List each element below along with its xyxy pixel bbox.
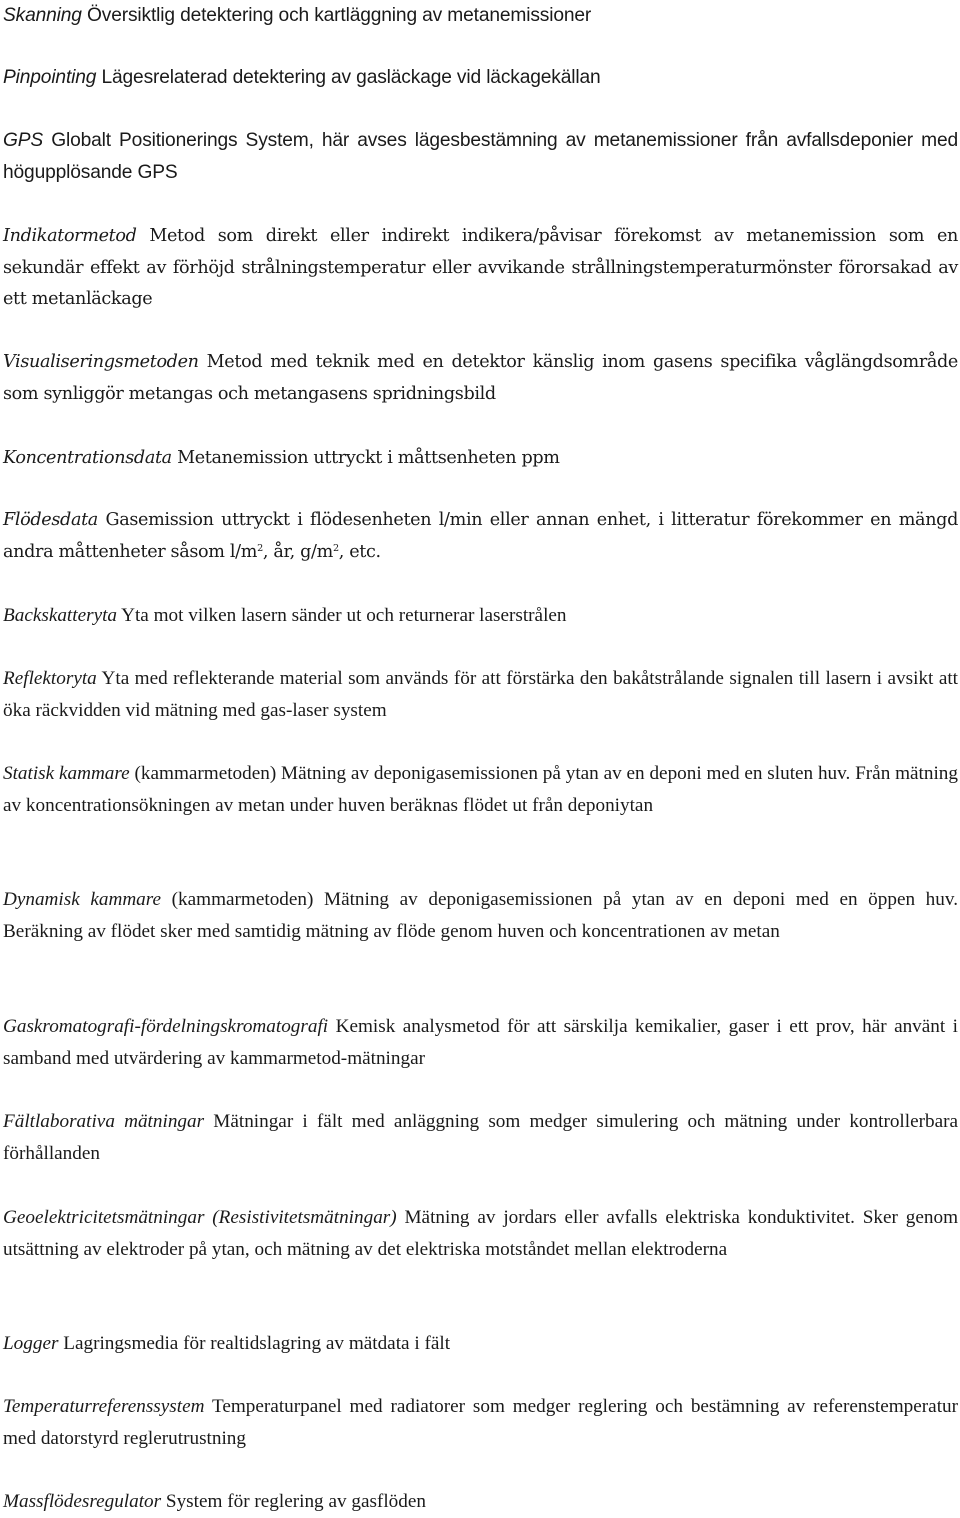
glossary-entry-massflodesregulator bbox=[3, 1486, 958, 1518]
glossary-term: Backskatteryta bbox=[3, 605, 118, 626]
superscript-2: 2 bbox=[257, 542, 263, 554]
glossary-definition: (kammarmetoden) Mätning av deponigasemissionen på ytan av en deponi med en öppen huv. Beräkning av flödet sker med samtidig mätning av flöde genom huven och koncentrationen av metan bbox=[3, 889, 959, 942]
glossary-term: Gaskromatografi-fördelningskromatografi bbox=[3, 1016, 329, 1037]
glossary-entry-gps bbox=[3, 125, 958, 188]
glossary-entry-reflektoryta bbox=[3, 663, 958, 726]
glossary-term: Visualiseringsmetoden bbox=[3, 352, 199, 372]
glossary-term: Fältlaborativa mätningar bbox=[3, 1111, 205, 1132]
glossary-term: Logger bbox=[3, 1333, 59, 1354]
glossary-definition-mid: , år, g/m bbox=[262, 541, 333, 562]
glossary-entry-visualiseringsmetoden bbox=[3, 347, 958, 410]
glossary-entry-koncentrationsdata bbox=[3, 443, 958, 475]
glossary-term: Geoelektricitetsmätningar (Resistivitetsmätningar) bbox=[3, 1207, 397, 1228]
glossary-entry-faltlaborativa-matningar bbox=[3, 1106, 958, 1169]
glossary-term: Flödesdata bbox=[3, 510, 98, 530]
superscript-2: 2 bbox=[332, 542, 339, 554]
glossary-entry-flodesdata bbox=[3, 505, 958, 568]
glossary-definition: Gasemission uttryckt i flödesenheten l/min eller annan enhet, i litteratur förekommer en mängd andra måttenheter såsom l/m bbox=[3, 510, 959, 562]
glossary-definition: Metod som direkt eller indirekt indikera/påvisar förekomst av metanemission som en sekundär effekt av förhöjd strålningstemperatur eller avvikande strållningstemperaturmönster förorsakad av ett metanläckage bbox=[3, 226, 958, 309]
glossary-entry-temperaturreferenssystem bbox=[3, 1391, 958, 1454]
glossary-entry-statisk-kammare bbox=[3, 758, 958, 821]
glossary-term: Dynamisk kammare bbox=[3, 889, 162, 910]
glossary-definition: Lagringsmedia för realtidslagring av mätdata i fält bbox=[63, 1333, 451, 1354]
glossary-definition: Yta med reflekterande material som används för att förstärka den bakåtstrålande signalen till lasern i avsikt att öka räckvidden vid mätning med gas-laser system bbox=[3, 668, 958, 721]
glossary-term: Temperaturreferenssystem bbox=[3, 1396, 205, 1417]
glossary-definition: System för reglering av gasflöden bbox=[165, 1491, 426, 1512]
glossary-term: Massflödesregulator bbox=[3, 1491, 162, 1512]
glossary-definition: Lägesrelaterad detektering av gasläckage vid läckagekällan bbox=[101, 67, 601, 88]
glossary-definition: (kammarmetoden) Mätning av deponigasemissionen på ytan av en deponi med en sluten huv. Från mätning av koncentrationsökningen av metan under huven beräknas flödet ut från deponiytan bbox=[3, 763, 958, 816]
glossary-term: Skanning bbox=[3, 5, 82, 26]
glossary-definition: Globalt Positionerings System, här avses lägesbestämning av metanemissioner från avfallsdeponier med högupplösande GPS bbox=[3, 130, 959, 183]
glossary-term: Statisk kammare bbox=[3, 763, 130, 784]
glossary-definition-tail: , etc. bbox=[338, 541, 381, 562]
glossary-definition: Temperaturpanel med radiatorer som medger reglering och bestämning av referenstemperatur med datorstyrd reglerutrustning bbox=[3, 1396, 959, 1449]
glossary-entry-backskatteryta bbox=[3, 600, 958, 632]
glossary-term: Koncentrationsdata bbox=[3, 448, 172, 468]
glossary-definition: Mätning av jordars eller avfalls elektriska konduktivitet. Sker genom utsättning av elektroder på ytan, och mätning av det elektriska motståndet mellan elektroderna bbox=[3, 1207, 958, 1260]
glossary-definition: Metanemission uttryckt i måttsenheten ppm bbox=[177, 448, 560, 468]
glossary-term: Reflektoryta bbox=[3, 668, 97, 689]
glossary-entry-logger bbox=[3, 1328, 958, 1360]
glossary-entry-skanning bbox=[3, 0, 958, 32]
glossary-definition: Översiktlig detektering och kartläggning av metanemissioner bbox=[87, 5, 592, 26]
glossary-entry-gaskromatografi bbox=[3, 1011, 958, 1074]
glossary-entry-dynamisk-kammare bbox=[3, 884, 958, 947]
glossary-entry-pinpointing bbox=[3, 62, 958, 94]
glossary-definition: Kemisk analysmetod för att särskilja kemikalier, gaser i ett prov, här använt i samband med utvärdering av kammarmetod-mätningar bbox=[3, 1016, 959, 1069]
glossary-definition: Yta mot vilken lasern sänder ut och returnerar laserstrålen bbox=[121, 605, 567, 626]
glossary-term: Indikatormetod bbox=[3, 226, 137, 246]
glossary-term: Pinpointing bbox=[3, 67, 97, 88]
glossary-entry-indikatormetod bbox=[3, 221, 958, 316]
glossary-entry-geoelektricitetsmatningar bbox=[3, 1202, 958, 1265]
glossary-definition: Metod med teknik med en detektor känslig inom gasens specifika våglängdsområde som synliggör metangas och metangasens spridningsbild bbox=[3, 352, 958, 404]
glossary-term: GPS bbox=[3, 130, 44, 151]
glossary-definition: Mätningar i fält med anläggning som medger simulering och mätning under kontrollerbara förhållanden bbox=[3, 1111, 959, 1164]
